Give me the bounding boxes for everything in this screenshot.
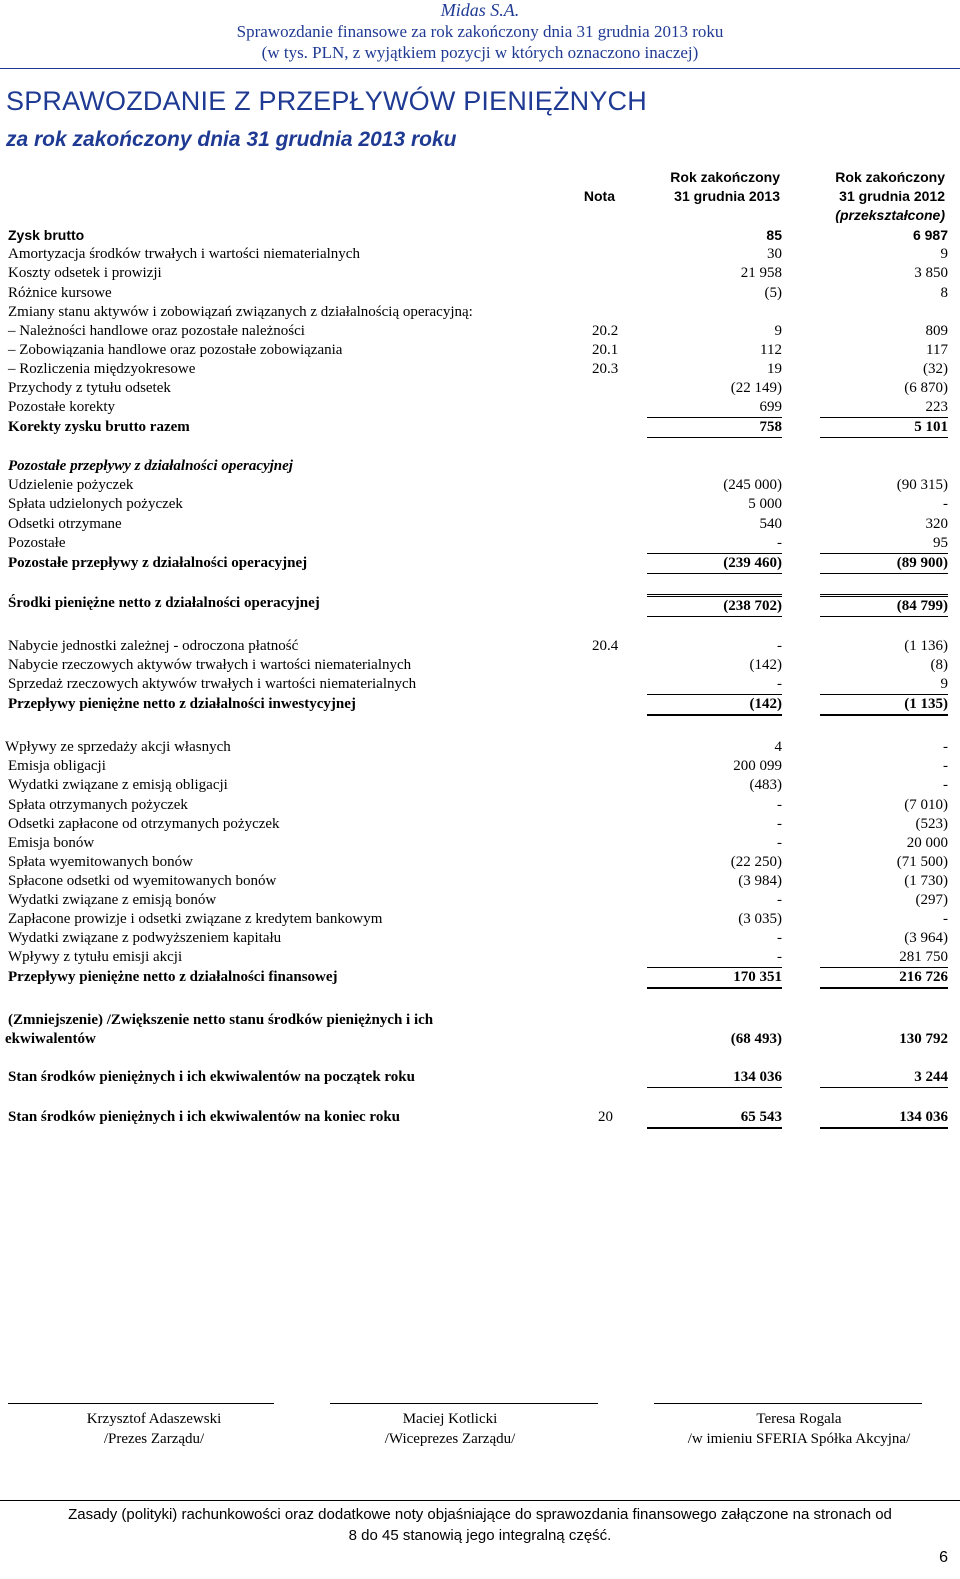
row-value-2012: 130 792 bbox=[899, 1031, 948, 1047]
table-row bbox=[8, 303, 948, 322]
row-label: ekwiwalentów bbox=[5, 1031, 96, 1047]
row-nota: 20.4 bbox=[592, 638, 619, 654]
row-label: Przepływy pieniężne netto z działalności finansowej bbox=[8, 969, 338, 985]
row-value-2012: 95 bbox=[820, 534, 948, 554]
row-label: Zapłacone prowizje i odsetki związane z kredytem bankowym bbox=[8, 911, 383, 927]
column-header-2013-line2: 31 grudnia 2013 bbox=[674, 188, 780, 204]
statement-title: SPRAWOZDANIE Z PRZEPŁYWÓW PIENIĘŻNYCH bbox=[6, 86, 647, 116]
row-value-2013: 19 bbox=[767, 361, 782, 377]
row-value-2012: (6 870) bbox=[904, 380, 948, 396]
column-header-2013-line1: Rok zakończony bbox=[670, 169, 780, 185]
company-name: Midas S.A. bbox=[440, 0, 520, 20]
signature-line bbox=[330, 1403, 598, 1404]
row-value-2013: (245 000) bbox=[723, 477, 782, 493]
row-label: Przychody z tytułu odsetek bbox=[8, 380, 171, 396]
row-value-2013: (22 250) bbox=[730, 854, 782, 870]
table-row-total bbox=[8, 594, 948, 613]
row-label: Pozostałe korekty bbox=[8, 399, 116, 415]
column-header-2012-line3: (przekształcone) bbox=[835, 207, 945, 223]
table-row bbox=[8, 872, 948, 891]
row-value-2013: (483) bbox=[749, 777, 782, 793]
row-value-2013: 112 bbox=[760, 342, 782, 358]
row-value-2012: - bbox=[943, 911, 948, 927]
row-value-2012: (1 730) bbox=[904, 873, 948, 889]
row-value-2012: 134 036 bbox=[820, 1108, 948, 1129]
row-label: Udzielenie pożyczek bbox=[8, 477, 134, 493]
row-value-2013: 699 bbox=[647, 398, 782, 418]
table-row bbox=[8, 656, 948, 675]
row-value-2013: 9 bbox=[774, 323, 782, 339]
row-value-2013: (3 035) bbox=[738, 911, 782, 927]
row-value-2013: - bbox=[777, 816, 782, 832]
row-label: Pozostałe przepływy z działalności operacyjnej bbox=[8, 458, 293, 474]
header-rule bbox=[0, 68, 960, 69]
row-label: Wydatki związane z podwyższeniem kapitału bbox=[8, 930, 282, 946]
row-value-2013: 5 000 bbox=[748, 496, 782, 512]
row-label: Emisja bonów bbox=[8, 835, 95, 851]
row-value-2013: (22 149) bbox=[730, 380, 782, 396]
row-value-2013: - bbox=[647, 675, 782, 695]
row-label: Spłata otrzymanych pożyczek bbox=[8, 797, 188, 813]
row-value-2013: (5) bbox=[764, 285, 782, 301]
table-row bbox=[8, 637, 948, 656]
row-value-2012: (7 010) bbox=[904, 797, 948, 813]
row-value-2012: 20 000 bbox=[906, 835, 948, 851]
table-row bbox=[8, 360, 948, 379]
row-value-2012: 216 726 bbox=[820, 968, 948, 989]
row-value-2013: (142) bbox=[647, 695, 782, 716]
row-value-2012: (297) bbox=[915, 892, 948, 908]
table-row bbox=[8, 515, 948, 534]
signature-line bbox=[654, 1403, 922, 1404]
table-row bbox=[8, 534, 948, 553]
row-nota: 20.3 bbox=[592, 361, 619, 377]
table-row bbox=[8, 796, 948, 815]
header-line-2: (w tys. PLN, z wyjątkiem pozycji w których oznaczono inaczej) bbox=[261, 43, 699, 62]
row-label: Różnice kursowe bbox=[8, 285, 112, 301]
table-row bbox=[8, 776, 948, 795]
row-label: Korekty zysku brutto razem bbox=[8, 419, 190, 435]
row-label: (Zmniejszenie) /Zwiększenie netto stanu środków pieniężnych i ich bbox=[8, 1012, 434, 1028]
row-value-2013: 134 036 bbox=[647, 1068, 782, 1088]
signatory-role: /w imieniu SFERIA Spółka Akcyjna/ bbox=[687, 1431, 911, 1447]
row-label: Spłata udzielonych pożyczek bbox=[8, 496, 183, 512]
row-value-2012: (3 964) bbox=[904, 930, 948, 946]
page-number: 6 bbox=[939, 1549, 948, 1566]
row-label: Odsetki zapłacone od otrzymanych pożyczek bbox=[8, 816, 280, 832]
row-label: Pozostałe przepływy z działalności operacyjnej bbox=[8, 555, 308, 571]
row-value-2013: 170 351 bbox=[647, 968, 782, 989]
table-row bbox=[8, 264, 948, 283]
row-label: Stan środków pieniężnych i ich ekwiwalentów na początek roku bbox=[8, 1069, 415, 1085]
row-value-2013: 4 bbox=[774, 739, 782, 755]
row-value-2012: (90 315) bbox=[896, 477, 948, 493]
row-label: Nabycie rzeczowych aktywów trwałych i wartości niematerialnych bbox=[8, 657, 412, 673]
row-value-2012: - bbox=[943, 777, 948, 793]
row-value-2012: 6 987 bbox=[912, 227, 948, 243]
row-value-2013: - bbox=[777, 835, 782, 851]
table-row-total bbox=[8, 1108, 948, 1127]
table-row bbox=[8, 891, 948, 910]
table-row bbox=[8, 379, 948, 398]
row-value-2013: 65 543 bbox=[647, 1108, 782, 1129]
table-row-subtotal bbox=[8, 418, 948, 437]
row-label: Sprzedaż rzeczowych aktywów trwałych i wartości niematerialnych bbox=[8, 676, 417, 692]
row-value-2013: - bbox=[647, 534, 782, 554]
row-label: Zysk brutto bbox=[8, 227, 85, 243]
row-label: Wpływy z tytułu emisji akcji bbox=[8, 949, 183, 965]
header-line-1: Sprawozdanie finansowe za rok zakończony dnia 31 grudnia 2013 roku bbox=[236, 22, 724, 41]
footer-line-2: 8 do 45 stanowią jego integralną część. bbox=[348, 1527, 612, 1544]
row-label: – Rozliczenia międzyokresowe bbox=[8, 361, 196, 377]
table-row bbox=[8, 910, 948, 929]
row-value-2013: 540 bbox=[759, 516, 782, 532]
row-value-2013: (238 702) bbox=[647, 594, 782, 617]
row-label: Koszty odsetek i prowizji bbox=[8, 265, 162, 281]
table-row bbox=[8, 834, 948, 853]
row-value-2012: (8) bbox=[930, 657, 948, 673]
row-value-2013: 758 bbox=[647, 418, 782, 438]
column-header-nota: Nota bbox=[583, 188, 615, 204]
table-row bbox=[8, 757, 948, 776]
row-label: Odsetki otrzymane bbox=[8, 516, 122, 532]
row-value-2012: 9 bbox=[820, 675, 948, 695]
signature-line bbox=[8, 1403, 274, 1404]
signatory-name: Krzysztof Adaszewski bbox=[86, 1411, 222, 1427]
row-nota: 20.2 bbox=[592, 323, 619, 339]
table-row-subtotal bbox=[8, 554, 948, 573]
row-value-2012: 8 bbox=[940, 285, 948, 301]
row-label: Spłata wyemitowanych bonów bbox=[8, 854, 193, 870]
document-header bbox=[0, 0, 960, 63]
row-value-2013: - bbox=[777, 892, 782, 908]
signatory-role: /Prezes Zarządu/ bbox=[103, 1431, 205, 1447]
row-label: Nabycie jednostki zależnej - odroczona płatność bbox=[8, 638, 299, 654]
signatory-role: /Wiceprezes Zarządu/ bbox=[384, 1431, 516, 1447]
table-row bbox=[8, 929, 948, 948]
table-row bbox=[8, 226, 948, 245]
row-value-2012: (89 900) bbox=[820, 554, 948, 574]
table-row bbox=[5, 738, 948, 757]
row-label: Wydatki związane z emisją bonów bbox=[8, 892, 217, 908]
table-row bbox=[8, 495, 948, 514]
row-value-2012: 5 101 bbox=[820, 418, 948, 438]
row-value-2012: - bbox=[943, 496, 948, 512]
row-value-2013: 200 099 bbox=[733, 758, 782, 774]
row-nota: 20.1 bbox=[592, 342, 619, 358]
row-value-2012: 3 850 bbox=[914, 265, 948, 281]
column-header-2012 bbox=[810, 168, 945, 225]
row-value-2013: - bbox=[777, 930, 782, 946]
table-row bbox=[8, 341, 948, 360]
row-value-2013: - bbox=[777, 797, 782, 813]
signature-block bbox=[314, 1409, 586, 1449]
column-header-2012-line1: Rok zakończony bbox=[835, 169, 945, 185]
row-label: Środki pieniężne netto z działalności operacyjnej bbox=[8, 595, 320, 611]
table-row bbox=[8, 948, 948, 967]
table-row-total bbox=[5, 1030, 948, 1049]
row-value-2012: 3 244 bbox=[820, 1068, 948, 1088]
row-label: Pozostałe bbox=[8, 535, 66, 551]
row-value-2012: (1 135) bbox=[820, 695, 948, 716]
row-label: Amortyzacja środków trwałych i wartości niematerialnych bbox=[8, 246, 360, 262]
table-row bbox=[8, 853, 948, 872]
signatory-name: Teresa Rogala bbox=[756, 1411, 842, 1427]
row-value-2013: (239 460) bbox=[647, 554, 782, 574]
row-value-2012: 117 bbox=[926, 342, 948, 358]
row-label: – Należności handlowe oraz pozostałe należności bbox=[8, 323, 305, 339]
row-value-2013: 21 958 bbox=[740, 265, 782, 281]
statement-subtitle: za rok zakończony dnia 31 grudnia 2013 roku bbox=[6, 128, 457, 151]
column-header-2013 bbox=[650, 168, 780, 206]
row-value-2012: (84 799) bbox=[820, 594, 948, 617]
footer-note bbox=[0, 1504, 960, 1546]
row-value-2013: - bbox=[647, 948, 782, 968]
table-row bbox=[8, 398, 948, 417]
table-row-total bbox=[8, 968, 948, 987]
row-value-2012: (32) bbox=[923, 361, 948, 377]
signature-block bbox=[654, 1409, 944, 1449]
section-heading bbox=[8, 457, 948, 476]
row-label: Stan środków pieniężnych i ich ekwiwalentów na koniec roku bbox=[8, 1109, 400, 1125]
row-value-2012: 320 bbox=[925, 516, 948, 532]
row-value-2013: - bbox=[777, 638, 782, 654]
footer-rule bbox=[0, 1500, 960, 1501]
row-label: Przepływy pieniężne netto z działalności inwestycyjnej bbox=[8, 696, 356, 712]
row-value-2013: (3 984) bbox=[738, 873, 782, 889]
table-row-total bbox=[8, 1011, 948, 1030]
row-value-2013: (68 493) bbox=[730, 1031, 782, 1047]
row-value-2012: (71 500) bbox=[896, 854, 948, 870]
row-value-2012: 9 bbox=[940, 246, 948, 262]
row-value-2012: - bbox=[943, 758, 948, 774]
footer-line-1: Zasady (polityki) rachunkowości oraz dodatkowe noty objaśniające do sprawozdania finansowego załączone na stronach od bbox=[68, 1506, 892, 1523]
table-row bbox=[8, 675, 948, 694]
table-row bbox=[8, 476, 948, 495]
table-row bbox=[8, 284, 948, 303]
row-label: Emisja obligacji bbox=[8, 758, 106, 774]
row-value-2013: 85 bbox=[766, 227, 782, 243]
row-value-2012: 223 bbox=[820, 398, 948, 418]
column-header-2012-line2: 31 grudnia 2012 bbox=[839, 188, 945, 204]
row-label: Wpływy ze sprzedaży akcji własnych bbox=[5, 739, 231, 755]
table-row bbox=[8, 245, 948, 264]
signature-block bbox=[20, 1409, 288, 1449]
row-value-2013: 30 bbox=[767, 246, 782, 262]
row-value-2012: - bbox=[943, 739, 948, 755]
row-nota: 20 bbox=[598, 1109, 613, 1125]
row-label: Spłacone odsetki od wyemitowanych bonów bbox=[8, 873, 277, 889]
table-row-total bbox=[8, 695, 948, 714]
row-label: – Zobowiązania handlowe oraz pozostałe zobowiązania bbox=[8, 342, 343, 358]
row-label: Zmiany stanu aktywów i zobowiązań związanych z działalnością operacyjną: bbox=[8, 304, 473, 320]
row-value-2013: (142) bbox=[749, 657, 782, 673]
table-row bbox=[8, 815, 948, 834]
row-value-2012: (523) bbox=[915, 816, 948, 832]
row-value-2012: (1 136) bbox=[904, 638, 948, 654]
row-value-2012: 281 750 bbox=[820, 948, 948, 968]
row-label: Wydatki związane z emisją obligacji bbox=[8, 777, 228, 793]
signatory-name: Maciej Kotlicki bbox=[402, 1411, 498, 1427]
row-value-2012: 809 bbox=[925, 323, 948, 339]
table-row bbox=[8, 322, 948, 341]
table-row-total bbox=[8, 1068, 948, 1087]
